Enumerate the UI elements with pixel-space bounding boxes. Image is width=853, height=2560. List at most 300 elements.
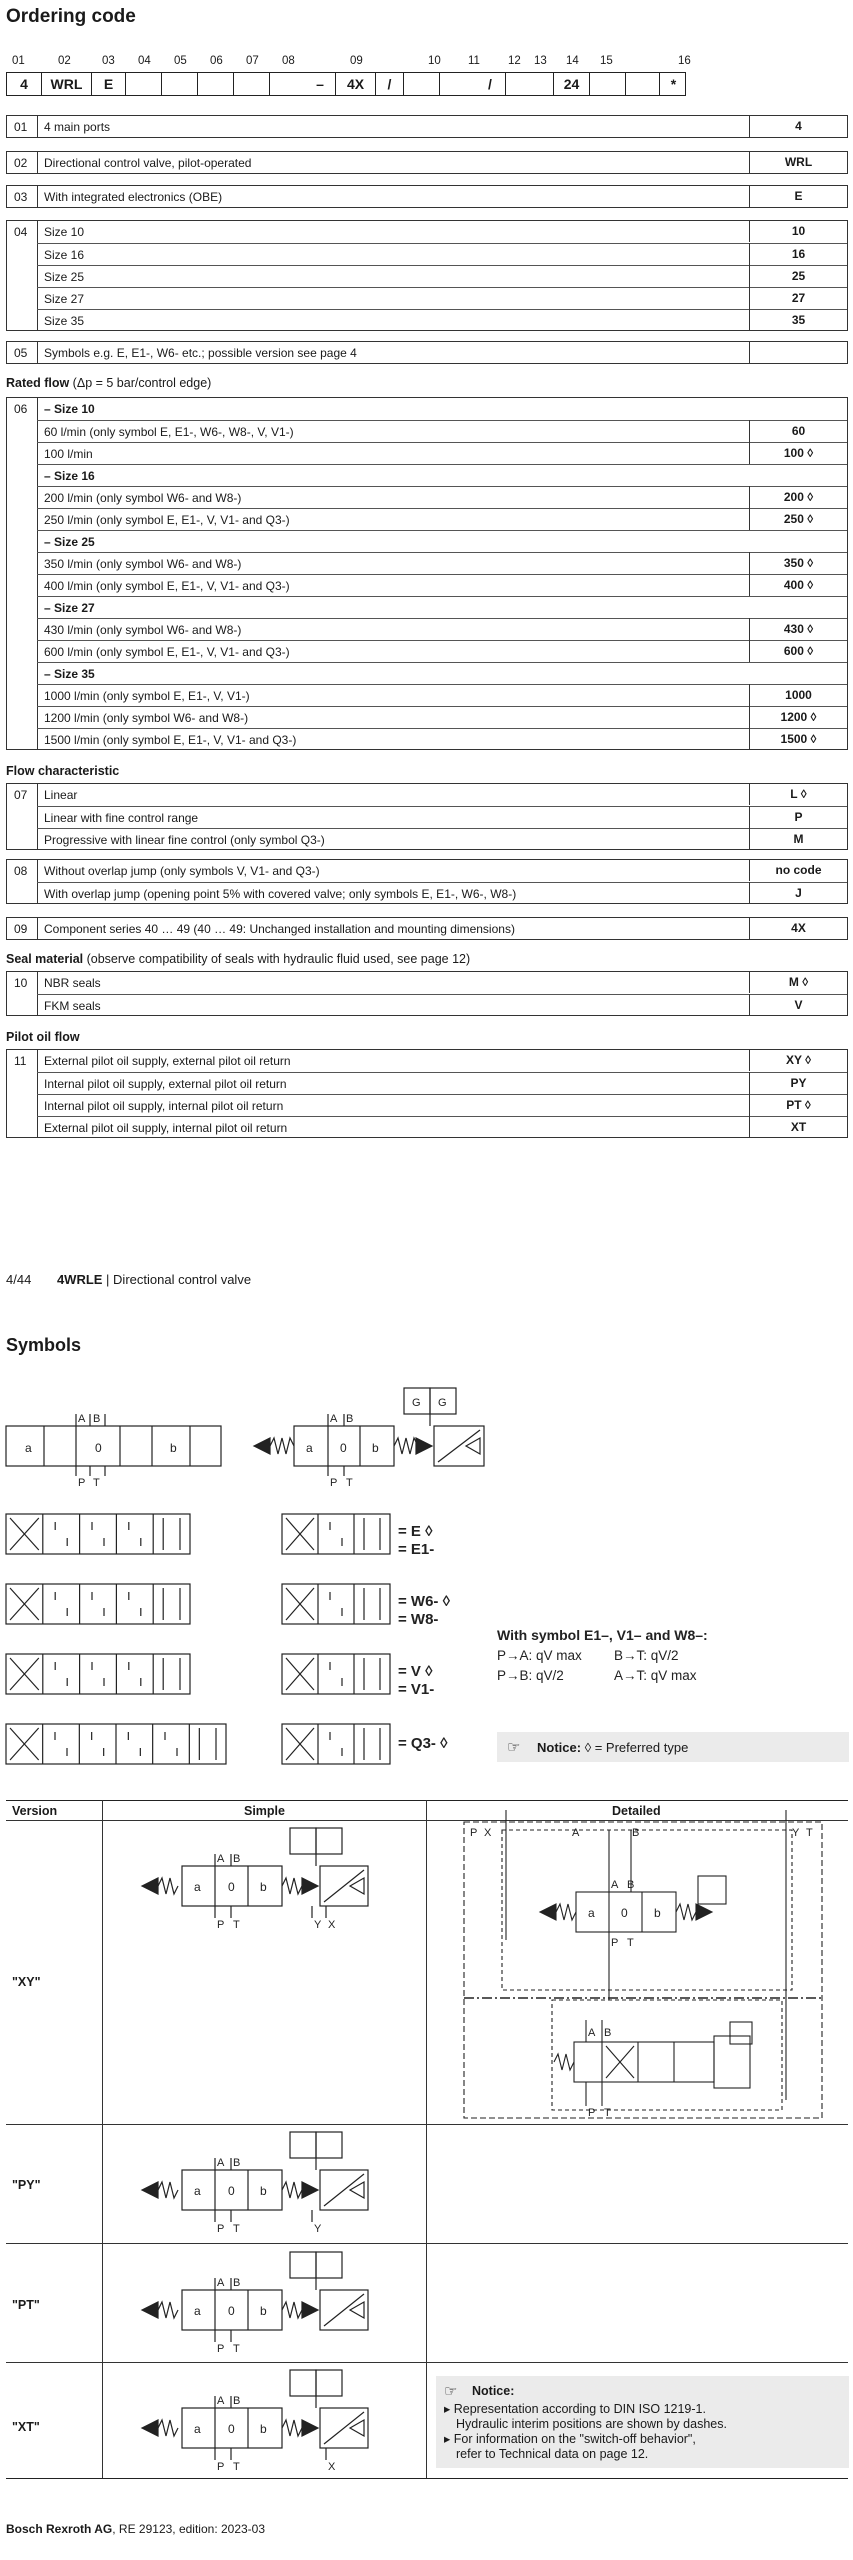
port-b-label: b: [170, 1441, 177, 1455]
option-code: no code: [749, 859, 847, 881]
port-b-label: b: [260, 2422, 267, 2436]
formula-3: P→B: qV/2: [497, 1668, 564, 1683]
option-row: [37, 728, 847, 750]
option-label: 1500 l/min (only symbol E, E1-, V, V1- and Q3-): [44, 733, 297, 747]
port-A-label: A: [572, 1827, 580, 1839]
pilot-title-main: Pilot oil flow: [6, 1030, 80, 1044]
seal-title: [6, 952, 470, 966]
port-b-label: b: [260, 1880, 267, 1894]
rated-flow-title-main: Rated flow: [6, 376, 70, 390]
zero-label: 0: [228, 2184, 235, 2198]
code-cell: 4X: [335, 73, 375, 95]
formula-4: A→T: qV max: [614, 1668, 697, 1683]
option-label: Internal pilot oil supply, external pilot oil return: [44, 1077, 287, 1091]
port-P-label: P: [588, 2107, 596, 2119]
option-code: 10: [749, 220, 847, 242]
option-row: [37, 574, 847, 596]
port-A-label: A: [217, 2395, 225, 2407]
option-row: [37, 116, 847, 138]
code-cell: [439, 73, 475, 95]
simple-pt: [142, 2252, 368, 2342]
option-code: M ◊: [749, 971, 847, 993]
notice-item-2: Hydraulic interim positions are shown by dashes.: [456, 2417, 727, 2431]
position-number: 14: [566, 55, 579, 67]
symbol-W8-label: = W8-: [398, 1611, 439, 1628]
port-Y-label: Y: [792, 1827, 800, 1839]
option-row: [37, 828, 847, 850]
option-label: NBR seals: [44, 976, 101, 990]
option-label: Symbols e.g. E, E1-, W6- etc.; possible version see page 4: [44, 346, 357, 360]
port-B-label: B: [233, 2157, 241, 2169]
ordering-table-07: [6, 783, 848, 850]
option-row: [37, 186, 847, 208]
code-cell: [197, 73, 233, 95]
zero-label: 0: [340, 1441, 347, 1455]
port-a-label: a: [588, 1906, 595, 1920]
option-code: 35: [749, 309, 847, 331]
code-cell: [625, 73, 659, 95]
port-a-label: a: [306, 1441, 313, 1455]
option-code: P: [749, 806, 847, 828]
simple-xy: [142, 1828, 368, 1918]
option-label: Linear with fine control range: [44, 811, 199, 825]
port-X-label: X: [328, 2461, 336, 2473]
port-B-label: B: [627, 1879, 635, 1891]
option-label: 250 l/min (only symbol E, E1-, V, V1- and Q3-): [44, 513, 290, 527]
symbol-row-right: [282, 1724, 390, 1764]
symbol-row-right: [282, 1584, 390, 1624]
port-T-label: T: [233, 2461, 240, 2473]
option-code: [749, 596, 847, 618]
symbol-row-left: [6, 1584, 190, 1624]
code-cell: [233, 73, 269, 95]
symbol-row-left: [6, 1514, 190, 1554]
symbol-row-right: [282, 1654, 390, 1694]
port-B-label: B: [233, 2277, 241, 2289]
option-row: [37, 918, 847, 940]
option-label: Component series 40 … 49 (40 … 49: Unchanged installation and mounting dimensions): [44, 922, 515, 936]
port-b-label: b: [260, 2184, 267, 2198]
version-py: "PY": [12, 2178, 41, 2192]
option-row: [37, 1116, 847, 1138]
option-label: With overlap jump (opening point 5% with covered valve; only symbols E, E1-, W6-, W8-): [44, 887, 517, 901]
option-row: [37, 618, 847, 640]
option-code: M: [749, 828, 847, 850]
notice-hand-icon: ☞: [507, 1739, 521, 1756]
option-label: Size 27: [44, 292, 85, 306]
code-cell: [125, 73, 161, 95]
versions-notice-body: ▸ Representation according to DIN ISO 1219-1. Hydraulic interim positions are shown by dashes. ▸ For information on the "switch-off behavior", refer to Technical data on page 12.: [444, 2402, 727, 2461]
port-B-label: B: [93, 1413, 101, 1425]
port-A-label: A: [217, 2157, 225, 2169]
symbol-row-right: [282, 1514, 390, 1554]
group-number: 01: [14, 120, 28, 134]
option-label: Progressive with linear fine control (only symbol Q3-): [44, 833, 325, 847]
option-code: E: [749, 185, 847, 207]
option-code: 60: [749, 420, 847, 442]
symbol-E-label: = E ◊: [398, 1523, 433, 1540]
symbols-notice: [497, 1732, 849, 1762]
notice-item-1: Representation according to DIN ISO 1219-1.: [453, 2402, 706, 2416]
option-row: [37, 398, 847, 420]
option-label: Directional control valve, pilot-operated: [44, 156, 252, 170]
option-code: 430 ◊: [749, 618, 847, 640]
port-P-label: P: [217, 1919, 225, 1931]
option-row: [37, 784, 847, 806]
ordering-table-04: [6, 220, 848, 331]
port-a-label: a: [25, 1441, 32, 1455]
option-row: [37, 508, 847, 530]
option-code: 1200 ◊: [749, 706, 847, 728]
group-number: 06: [14, 402, 28, 416]
option-row: [37, 530, 847, 552]
option-row: [37, 640, 847, 662]
option-label: External pilot oil supply, external pilot oil return: [44, 1054, 291, 1068]
option-code: L ◊: [749, 783, 847, 805]
simple-header: Simple: [244, 1804, 285, 1818]
product-code: 4WRLE: [56, 1272, 103, 1287]
position-number: 09: [350, 55, 363, 67]
port-T-label: T: [93, 1477, 100, 1489]
option-code: WRL: [749, 151, 847, 173]
option-row: [37, 552, 847, 574]
port-A-label: A: [217, 1853, 225, 1865]
g-label: G: [438, 1397, 447, 1409]
position-number: 07: [246, 55, 259, 67]
ordering-table-06: [6, 397, 848, 750]
option-label: Size 10: [44, 225, 85, 239]
option-row: [37, 486, 847, 508]
option-label: Without overlap jump (only symbols V, V1- and Q3-): [44, 864, 320, 878]
option-label: Size 16: [44, 248, 85, 262]
page-header: [6, 1272, 251, 1287]
valve-symbol-simple: [6, 1413, 221, 1489]
option-code: [749, 662, 847, 684]
option-label: Size 25: [44, 270, 85, 284]
versions-notice-title: Notice:: [472, 2384, 515, 2398]
option-label: 1000 l/min (only symbol E, E1-, V, V1-): [44, 689, 250, 703]
simple-xt: [142, 2370, 368, 2460]
group-number: 08: [14, 864, 28, 878]
flow-char-title: [6, 764, 119, 778]
group-number: 03: [14, 190, 28, 204]
g-label: G: [412, 1397, 421, 1409]
option-code: 27: [749, 287, 847, 309]
option-code: 400 ◊: [749, 574, 847, 596]
zero-label: 0: [228, 2422, 235, 2436]
port-T-label: T: [233, 2223, 240, 2235]
symbol-E1-label: = E1-: [398, 1541, 435, 1558]
notice-item-3: For information on the "switch-off behavior",: [453, 2432, 696, 2446]
port-a-label: a: [194, 2304, 201, 2318]
ordering-table-08: [6, 859, 848, 904]
zero-label: 0: [621, 1906, 628, 1920]
ordering-table-10: [6, 971, 848, 1016]
footer-company: Bosch Rexroth AG: [6, 2522, 113, 2536]
code-cell: [161, 73, 197, 95]
detailed-xy: [464, 1810, 822, 2118]
position-number: 01: [12, 55, 25, 67]
option-code: 1500 ◊: [749, 728, 847, 750]
ordering-table-02: [6, 151, 848, 174]
footer: [6, 2522, 265, 2536]
group-number: 02: [14, 156, 28, 170]
port-P-label: P: [470, 1827, 478, 1839]
port-A-label: A: [330, 1413, 338, 1425]
option-row: [37, 1050, 847, 1072]
option-code: 100 ◊: [749, 442, 847, 464]
option-code: 200 ◊: [749, 486, 847, 508]
port-B-label: B: [632, 1827, 640, 1839]
notice-text: ◊ = Preferred type: [584, 1740, 689, 1755]
port-b-label: b: [372, 1441, 379, 1455]
group-number: 11: [14, 1054, 27, 1068]
port-B-label: B: [346, 1413, 354, 1425]
symbol-V-label: = V ◊: [398, 1663, 433, 1680]
option-row: [37, 1094, 847, 1116]
ordering-table-01: [6, 115, 848, 138]
position-number: 04: [138, 55, 151, 67]
group-number: 05: [14, 346, 28, 360]
option-label: – Size 27: [44, 601, 95, 615]
option-row: [37, 1072, 847, 1094]
position-number: 03: [102, 55, 115, 67]
port-T-label: T: [233, 2343, 240, 2355]
port-b-label: b: [654, 1906, 661, 1920]
option-row: [37, 662, 847, 684]
code-cell: 24: [553, 73, 589, 95]
option-code: XT: [749, 1116, 847, 1138]
port-A-label: A: [588, 2027, 596, 2039]
symbols-drawing: [0, 1370, 853, 1770]
port-T-label: T: [346, 1477, 353, 1489]
notice-hand-icon: ☞: [444, 2383, 458, 2400]
port-B-label: B: [604, 2027, 612, 2039]
option-row: [37, 706, 847, 728]
page-number: 4/44: [6, 1272, 32, 1287]
formula-1: P→A: qV max: [497, 1648, 582, 1663]
option-label: 1200 l/min (only symbol W6- and W8-): [44, 711, 249, 725]
option-code: XY ◊: [749, 1049, 847, 1071]
product-desc: | Directional control valve: [102, 1272, 252, 1287]
option-code: 25: [749, 265, 847, 287]
code-cell: –: [316, 76, 324, 92]
code-cell: E: [91, 73, 125, 95]
option-row: [37, 152, 847, 174]
option-label: – Size 35: [44, 667, 95, 681]
option-label: 60 l/min (only symbol E, E1-, W6-, W8-, V, V1-): [44, 425, 294, 439]
option-label: Internal pilot oil supply, internal pilot oil return: [44, 1099, 284, 1113]
option-row: [37, 420, 847, 442]
position-number: 12: [508, 55, 521, 67]
option-row: [37, 342, 847, 364]
code-cell: [589, 73, 625, 95]
position-number: 15: [600, 55, 613, 67]
port-X-label: X: [484, 1827, 492, 1839]
option-code: 1000: [749, 684, 847, 706]
option-row: [37, 243, 847, 265]
option-label: FKM seals: [44, 999, 101, 1013]
option-code: [749, 464, 847, 486]
zero-label: 0: [228, 2304, 235, 2318]
version-xt: "XT": [12, 2420, 40, 2434]
position-number: 16: [678, 55, 691, 67]
position-number: 05: [174, 55, 187, 67]
position-number: 10: [428, 55, 441, 67]
option-code: 250 ◊: [749, 508, 847, 530]
notice-item-4: refer to Technical data on page 12.: [456, 2447, 649, 2461]
option-row: [37, 309, 847, 331]
pilot-title: [6, 1030, 80, 1044]
option-label: Size 35: [44, 314, 85, 328]
port-a-label: a: [194, 2184, 201, 2198]
ordering-code-title: Ordering code: [6, 6, 136, 27]
seal-title-sub: (observe compatibility of seals with hydraulic fluid used, see page 12): [83, 952, 471, 966]
port-T-label: T: [627, 1937, 634, 1949]
position-number: 13: [534, 55, 547, 67]
code-cell: [505, 73, 553, 95]
symbol-row-left: [6, 1724, 226, 1764]
option-code: [749, 530, 847, 552]
option-code: 16: [749, 243, 847, 265]
rated-flow-title-sub: (Δp = 5 bar/control edge): [69, 376, 212, 390]
rated-flow-title: [6, 376, 211, 390]
symbols-title: Symbols: [6, 1335, 82, 1355]
group-number: 04: [14, 225, 28, 239]
port-P-label: P: [611, 1937, 619, 1949]
option-row: [37, 596, 847, 618]
ordering-table-09: [6, 917, 848, 940]
option-row: [37, 442, 847, 464]
version-pt: "PT": [12, 2298, 40, 2312]
group-number: 09: [14, 922, 28, 936]
option-row: [37, 972, 847, 994]
symbol-V1-label: = V1-: [398, 1681, 435, 1698]
port-X-label: X: [328, 1919, 336, 1931]
with-symbol-title: With symbol E1–, V1– and W8–:: [497, 1627, 708, 1643]
option-code: 600 ◊: [749, 640, 847, 662]
port-P-label: P: [217, 2461, 225, 2473]
option-row: [37, 221, 847, 243]
option-code: [749, 397, 847, 419]
flow-char-title-main: Flow characteristic: [6, 764, 120, 778]
code-cell: 4: [20, 76, 28, 92]
option-code: PT ◊: [749, 1094, 847, 1116]
option-label: 350 l/min (only symbol W6- and W8-): [44, 557, 242, 571]
ordering-table-03: [6, 185, 848, 208]
option-label: 100 l/min: [44, 447, 93, 461]
port-T-label: T: [604, 2107, 611, 2119]
option-label: 4 main ports: [44, 120, 111, 134]
position-number: 08: [282, 55, 295, 67]
code-cell: *: [659, 73, 687, 95]
option-label: 430 l/min (only symbol W6- and W8-): [44, 623, 242, 637]
option-row: [37, 684, 847, 706]
code-cell: [403, 73, 439, 95]
versions-notice: [436, 2376, 849, 2468]
ordering-code-box: [6, 72, 686, 96]
option-row: [37, 806, 847, 828]
option-row: [37, 994, 847, 1016]
option-code: 4: [749, 115, 847, 137]
option-code: V: [749, 994, 847, 1016]
option-row: [37, 265, 847, 287]
notice-label: Notice:: [537, 1740, 582, 1755]
ordering-table-05: [6, 341, 848, 364]
group-number: 07: [14, 788, 28, 802]
simple-py: [142, 2132, 368, 2222]
option-label: 200 l/min (only symbol W6- and W8-): [44, 491, 242, 505]
port-b-label: b: [260, 2304, 267, 2318]
position-number: 02: [58, 55, 71, 67]
valve-symbol-detailed: [254, 1388, 484, 1489]
ordering-table-11: [6, 1049, 848, 1138]
port-P-label: P: [217, 2343, 225, 2355]
port-A-label: A: [611, 1879, 619, 1891]
port-A-label: A: [217, 2277, 225, 2289]
version-header: Version: [12, 1804, 58, 1818]
port-P-label: P: [330, 1477, 338, 1489]
version-xy: "XY": [12, 1975, 41, 1989]
code-cell: WRL: [41, 73, 91, 95]
option-row: [37, 882, 847, 904]
code-cell: [269, 73, 305, 95]
option-row: [37, 464, 847, 486]
port-T-label: T: [233, 1919, 240, 1931]
option-label: 600 l/min (only symbol E, E1-, V, V1- and Q3-): [44, 645, 290, 659]
position-number: 06: [210, 55, 223, 67]
symbol-Q3-label: = Q3- ◊: [398, 1735, 448, 1752]
port-Y-label: Y: [314, 1919, 322, 1931]
port-B-label: B: [233, 2395, 241, 2407]
port-a-label: a: [194, 1880, 201, 1894]
option-code: PY: [749, 1072, 847, 1094]
code-cell: /: [375, 73, 403, 95]
option-label: Linear: [44, 788, 78, 802]
option-label: – Size 10: [44, 402, 95, 416]
option-code: [749, 341, 847, 363]
option-label: – Size 25: [44, 535, 95, 549]
zero-label: 0: [228, 1880, 235, 1894]
port-P-label: P: [217, 2223, 225, 2235]
port-a-label: a: [194, 2422, 201, 2436]
port-A-label: A: [78, 1413, 86, 1425]
footer-ref: , RE 29123, edition: 2023-03: [112, 2522, 266, 2536]
port-T-label: T: [806, 1827, 813, 1839]
option-code: J: [749, 882, 847, 904]
seal-title-main: Seal material: [6, 952, 84, 966]
detailed-header: Detailed: [612, 1804, 661, 1818]
option-label: – Size 16: [44, 469, 95, 483]
zero-label: 0: [95, 1441, 102, 1455]
code-cell: /: [488, 76, 492, 92]
option-label: 400 l/min (only symbol E, E1-, V, V1- and Q3-): [44, 579, 290, 593]
option-label: External pilot oil supply, internal pilot oil return: [44, 1121, 288, 1135]
option-row: [37, 287, 847, 309]
symbol-row-left: [6, 1654, 190, 1694]
port-Y-label: Y: [314, 2223, 322, 2235]
option-code: 4X: [749, 917, 847, 939]
formula-2: B→T: qV/2: [614, 1648, 679, 1663]
port-B-label: B: [233, 1853, 241, 1865]
port-P-label: P: [78, 1477, 86, 1489]
option-label: With integrated electronics (OBE): [44, 190, 223, 204]
option-row: [37, 860, 847, 882]
position-number: 11: [468, 55, 480, 67]
symbol-W6-label: = W6- ◊: [398, 1593, 451, 1610]
option-code: 350 ◊: [749, 552, 847, 574]
group-number: 10: [14, 976, 28, 990]
